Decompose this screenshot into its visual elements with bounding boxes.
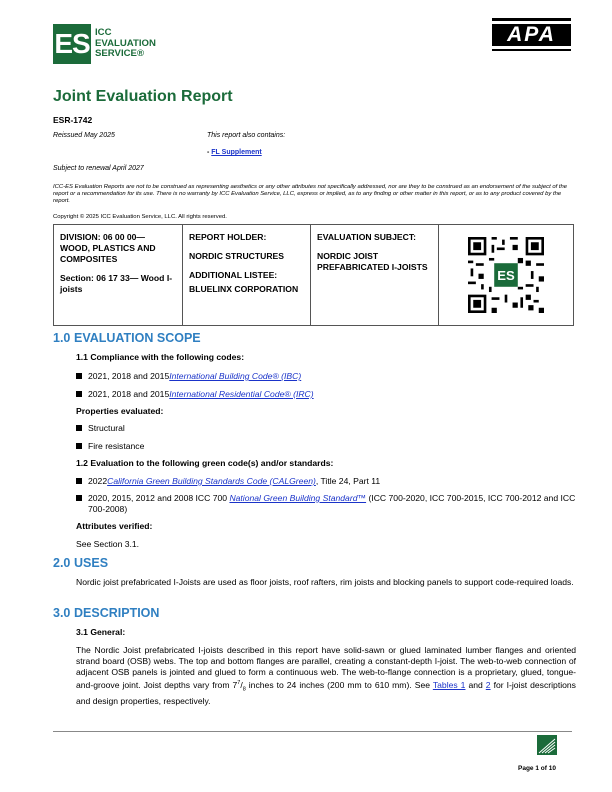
disclaimer: ICC-ES Evaluation Reports are not to be construed as representing aesthetics or any other attributes not specifically addressed, nor are they to be construed as an endorsement of the subject of the report or a recommendation for its use. There is no warranty by ICC Evaluation Service, LLC, express or implied, as to any finding or other matter in this report, or as to any product covered by the report. (53, 184, 568, 205)
report-holder-label: REPORT HOLDER: (189, 232, 267, 242)
es-logo-text: ICC EVALUATION SERVICE® (95, 27, 156, 60)
tables-1-link[interactable]: Tables 1 (432, 679, 466, 690)
list-item: 2020, 2015, 2012 and 2008 ICC 700 National Green Building Standard™ (ICC 700-2020, ICC 700-2015, ICC 700-2012 and ICC 700-2008) (76, 493, 576, 515)
list-item: 2021, 2018 and 2015 International Building Code® (IBC) (76, 371, 301, 381)
evaluation-subject-cell (311, 225, 439, 325)
evaluation-subject-name: NORDIC JOIST PREFABRICATED I-JOISTS (317, 251, 428, 272)
ibc-link[interactable]: International Building Code® (IBC) (169, 371, 302, 381)
also-contains-label: This report also contains: (207, 132, 286, 139)
list-item: 2021, 2018 and 2015 International Residential Code® (IRC) (76, 389, 314, 399)
fl-supplement-link[interactable]: FL Supplement (211, 149, 262, 156)
report-holder-cell (183, 225, 311, 325)
reissued-date: Reissued May 2025 (53, 132, 115, 139)
subsection-3-1: 3.1 General: (76, 627, 126, 637)
icc-es-logo (53, 24, 156, 64)
report-holder-name: NORDIC STRUCTURES (189, 251, 285, 261)
description-paragraph: The Nordic Joist prefabricated I-joists described in this report have solid-sawn or glued laminated lumber flanges and oriented strand board (OSB) webs. The top and bottom flanges are parallel, creating a constant-depth I-joist. The web-to-web connection of adjacent OSB panels is jointed and glued to form a continuous web. The web-to-flange connection is a proprietary, glued, tongue-and-groove joint. Joist depths vary from $7^7/_8$ inches to 24 inches (200 mm to 610 mm). See Tables 1 and 2 for I-joist descriptions and design properties, respectively. (76, 645, 576, 706)
subsection-1-2: 1.2 Evaluation to the following green code(s) and/or standards: (76, 458, 334, 468)
section-1-heading: 1.0 EVALUATION SCOPE (53, 331, 201, 345)
page-number: Page 1 of 10 (518, 765, 556, 772)
renewal-date: Subject to renewal April 2027 (53, 165, 144, 172)
list-item: Fire resistance (76, 441, 144, 451)
qr-code-icon[interactable] (468, 237, 544, 313)
properties-label: Properties evaluated: (76, 406, 164, 416)
es-logo-mark: ES (53, 24, 91, 64)
svg-text:ES: ES (497, 268, 515, 284)
apa-logo: APA (492, 18, 571, 51)
additional-listee-name: BLUELINX CORPORATION (189, 284, 299, 294)
section-text: Section: 06 17 33— Wood I-joists (60, 273, 173, 294)
calgreen-link[interactable]: California Green Building Standards Code (CALGreen) (107, 476, 316, 486)
section-2-heading: 2.0 USES (53, 556, 109, 570)
supplement-line: - FL Supplement (207, 149, 262, 156)
division-cell (54, 225, 183, 325)
report-info-table (53, 224, 574, 326)
table-2-link[interactable]: 2 (485, 679, 491, 690)
footer-icc-logo-icon (537, 735, 557, 755)
division-text: DIVISION: 06 00 00— WOOD, PLASTICS AND COMPOSITES (60, 232, 156, 264)
list-item: 2022 California Green Building Standards Code (CALGreen) , Title 24, Part 11 (76, 476, 380, 486)
report-title: Joint Evaluation Report (53, 88, 233, 105)
ngbs-link[interactable]: National Green Building Standard™ (229, 493, 367, 503)
attributes-label: Attributes verified: (76, 521, 153, 531)
subsection-1-1: 1.1 Compliance with the following codes: (76, 352, 245, 362)
report-number: ESR-1742 (53, 115, 93, 125)
additional-listee-label: ADDITIONAL LISTEE: (189, 270, 278, 280)
section-3-heading: 3.0 DESCRIPTION (53, 606, 160, 620)
list-item: Structural (76, 423, 125, 433)
evaluation-subject-label: EVALUATION SUBJECT: (317, 232, 416, 242)
footer-divider (53, 731, 572, 732)
attributes-text: See Section 3.1. (76, 539, 140, 549)
qr-cell (439, 225, 573, 325)
irc-link[interactable]: International Residential Code® (IRC) (169, 389, 314, 399)
uses-paragraph: Nordic joist prefabricated I-Joists are used as floor joists, roof rafters, rim joists and blocking panels to support code-required loads. (76, 577, 574, 587)
copyright: Copyright © 2025 ICC Evaluation Service, LLC. All rights reserved. (53, 214, 227, 220)
